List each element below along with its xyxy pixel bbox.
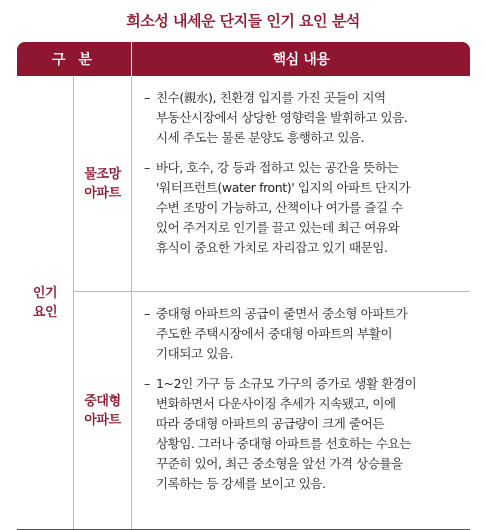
header-category: 구 분	[17, 42, 132, 76]
dash-bullet: –	[144, 90, 150, 105]
item-text: 친수(親水), 친환경 입지를 가진 곳들이 지역 부동산시장에서 상당한 영향력을 발휘하고 있음. 시세 주도는 물론 분양도 흥행하고 있음.	[156, 90, 408, 145]
analysis-table	[17, 42, 470, 530]
header-content: 핵심 내용	[272, 52, 330, 68]
subcategory-text: 중대형 아파트	[84, 393, 121, 428]
table-body	[17, 76, 470, 530]
item-text: 바다, 호수, 강 등과 접하고 있는 공간을 뜻하는 '워터프런트(water front)' 입지의 아파트 단지가 수변 조망이 가능하고, 산책이나 여가를 즐길 수 있어 주거지로 인기를 끌고 있는데 최근 여유와 휴식이 중요한 가치로 자리잡고 있기 때문임.	[156, 160, 411, 255]
list-item	[144, 374, 464, 494]
table-row	[74, 76, 470, 291]
list-item	[144, 158, 464, 258]
subcategory-label	[74, 292, 132, 529]
row-content	[132, 76, 470, 291]
page-title: 희소성 내세운 단지들 인기 요인 분석	[126, 12, 360, 30]
dash-bullet: –	[144, 306, 150, 321]
main-category-label	[17, 76, 74, 529]
subcategory-label	[74, 76, 132, 291]
list-item	[144, 88, 464, 148]
item-text: 중대형 아파트의 공급이 줄면서 중소형 아파트가 주도한 주택시장에서 중대형 아파트의 부활이 기대되고 있음.	[156, 306, 408, 361]
main-category-text: 인기 요인	[32, 285, 58, 320]
list-item	[144, 304, 464, 364]
table-header	[17, 42, 470, 76]
table-row	[74, 291, 470, 529]
subcategory-text: 물조망 아파트	[84, 166, 121, 201]
item-text: 1~2인 가구 등 소규모 가구의 증가로 생활 환경이 변화하면서 다운사이징 추세가 지속됐고, 이에 따라 중대형 아파트의 공급량이 크게 줄어든 상황임. 그러나 중대형 아파트를 선호하는 수요는 꾸준히 있어, 최근 중소형을 앞선 가격 상승률을 기록하는 등 강세를 보이고 있음.	[156, 376, 417, 491]
row-content	[132, 292, 470, 529]
subcategory-rows	[74, 76, 470, 529]
dash-bullet: –	[144, 376, 150, 391]
dash-bullet: –	[144, 160, 150, 175]
